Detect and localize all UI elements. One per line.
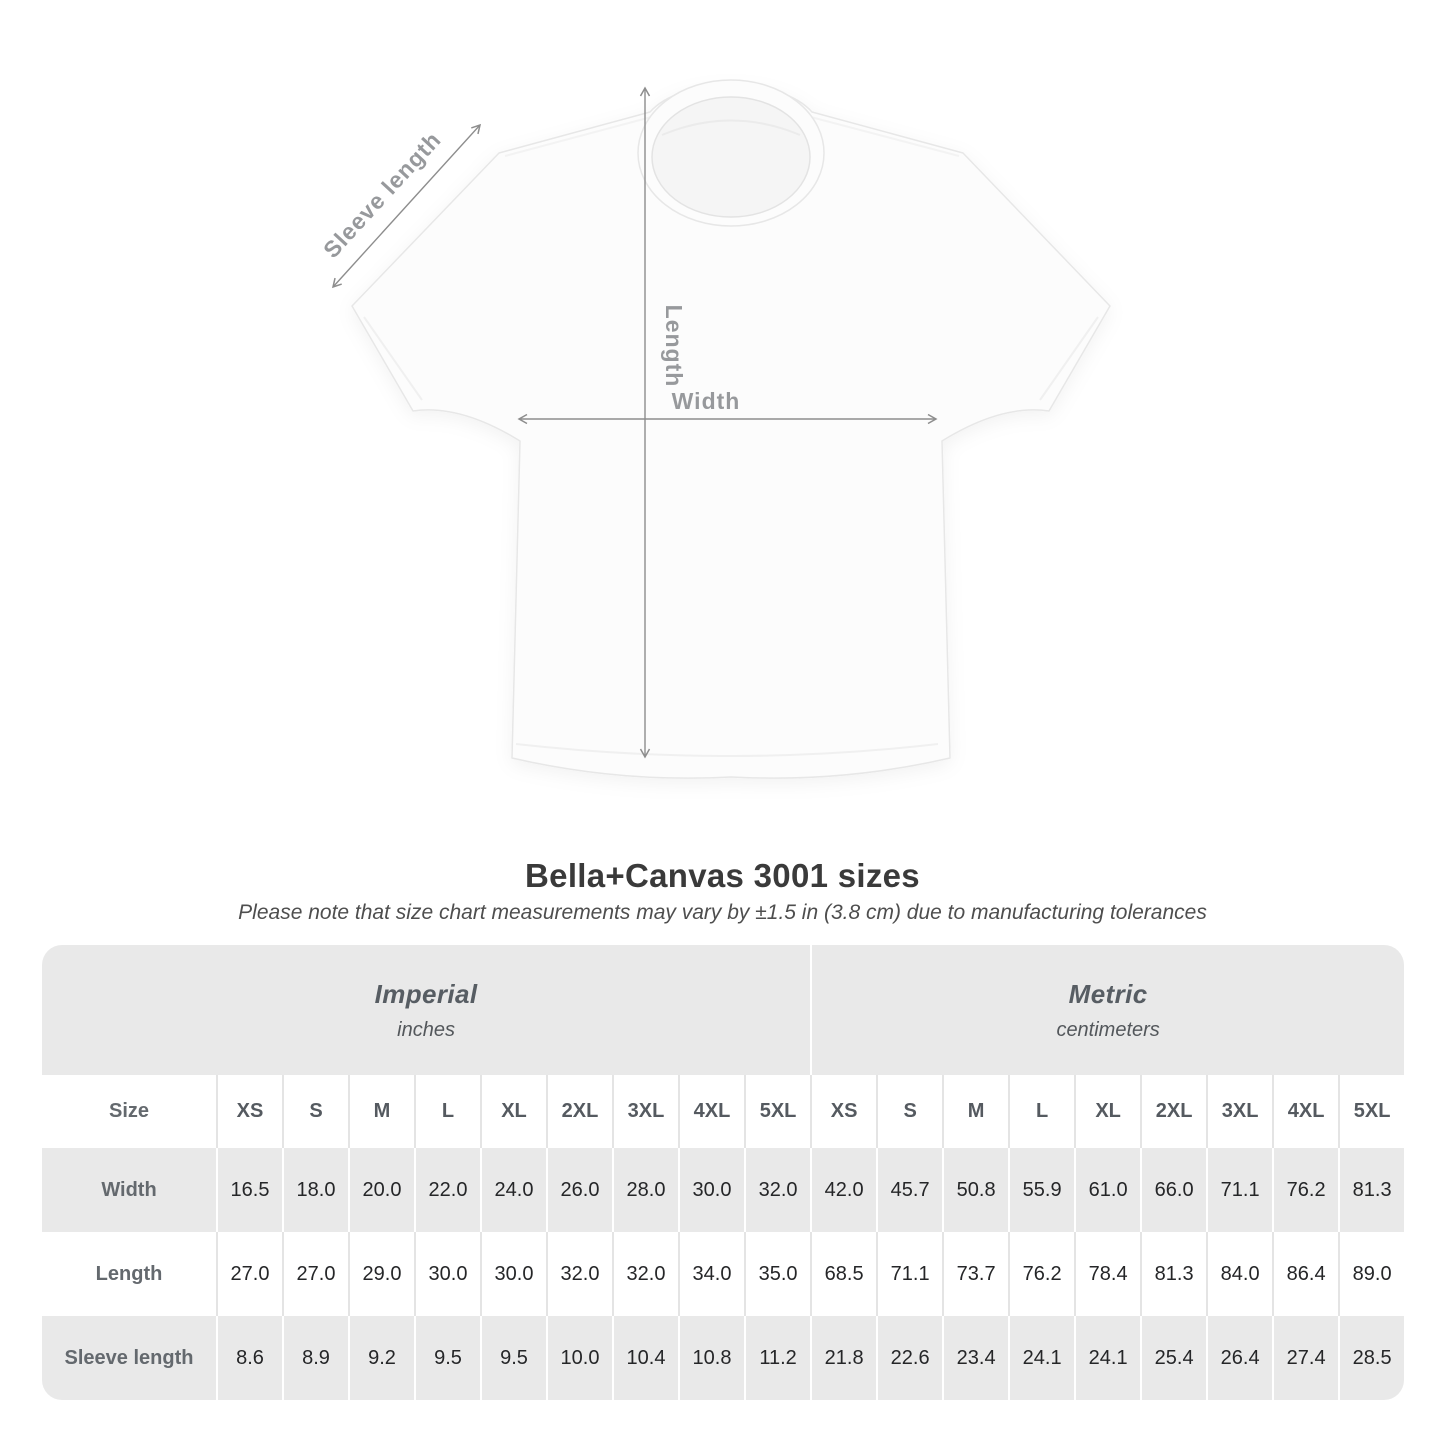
sleeve-length-label: Sleeve length: [318, 126, 447, 263]
size-header-cell: 4XL: [678, 1075, 744, 1148]
size-header-cell: S: [282, 1075, 348, 1148]
value-cell: 10.0: [546, 1316, 612, 1400]
value-cell: 21.8: [810, 1316, 876, 1400]
size-header-cell: 4XL: [1272, 1075, 1338, 1148]
value-cell: 23.4: [942, 1316, 1008, 1400]
value-cell: 10.8: [678, 1316, 744, 1400]
size-header-cell: 3XL: [1206, 1075, 1272, 1148]
value-cell: 42.0: [810, 1148, 876, 1232]
value-cell: 81.3: [1338, 1148, 1404, 1232]
value-cell: 45.7: [876, 1148, 942, 1232]
value-cell: 76.2: [1008, 1232, 1074, 1316]
value-cell: 81.3: [1140, 1232, 1206, 1316]
imperial-band-unit: inches: [397, 1018, 455, 1041]
imperial-band: [42, 945, 810, 1075]
size-header-cell: 5XL: [1338, 1075, 1404, 1148]
page-subtitle: Please note that size chart measurements may vary by ±1.5 in (3.8 cm) due to manufacturing tolerances: [238, 901, 1207, 924]
size-header-cell: L: [414, 1075, 480, 1148]
value-cell: 20.0: [348, 1148, 414, 1232]
value-cell: 86.4: [1272, 1232, 1338, 1316]
value-cell: 32.0: [612, 1232, 678, 1316]
value-cell: 9.5: [480, 1316, 546, 1400]
row-label: Sleeve length: [42, 1316, 216, 1400]
value-cell: 27.0: [282, 1232, 348, 1316]
value-cell: 89.0: [1338, 1232, 1404, 1316]
value-cell: 84.0: [1206, 1232, 1272, 1316]
metric-band: [810, 945, 1404, 1075]
value-cell: 28.0: [612, 1148, 678, 1232]
size-header-row: [42, 1075, 1404, 1148]
size-header-cell: 5XL: [744, 1075, 810, 1148]
value-cell: 24.1: [1008, 1316, 1074, 1400]
value-cell: 27.0: [216, 1232, 282, 1316]
value-cell: 26.4: [1206, 1316, 1272, 1400]
width-label: Width: [671, 388, 741, 414]
metric-band-title: Metric: [1068, 978, 1148, 1009]
value-cell: 10.4: [612, 1316, 678, 1400]
size-table: [42, 945, 1404, 1400]
size-header-cell: S: [876, 1075, 942, 1148]
metric-band-unit: centimeters: [1056, 1018, 1160, 1041]
value-cell: 22.6: [876, 1316, 942, 1400]
size-header-cell: XS: [216, 1075, 282, 1148]
value-cell: 9.5: [414, 1316, 480, 1400]
value-cell: 9.2: [348, 1316, 414, 1400]
value-cell: 28.5: [1338, 1316, 1404, 1400]
size-header-cell: 2XL: [546, 1075, 612, 1148]
value-cell: 30.0: [678, 1148, 744, 1232]
size-table-body: [42, 945, 1404, 1400]
value-cell: 22.0: [414, 1148, 480, 1232]
collar-opening: [652, 97, 810, 217]
size-table-wrap: [42, 945, 1404, 1400]
size-header-cell: L: [1008, 1075, 1074, 1148]
value-cell: 16.5: [216, 1148, 282, 1232]
value-cell: 24.0: [480, 1148, 546, 1232]
value-cell: 30.0: [480, 1232, 546, 1316]
value-cell: 35.0: [744, 1232, 810, 1316]
row-label: Length: [42, 1232, 216, 1316]
value-cell: 76.2: [1272, 1148, 1338, 1232]
size-column-header: Size: [42, 1075, 216, 1148]
table-row-sleeve-length: [42, 1316, 1404, 1400]
size-header-cell: M: [348, 1075, 414, 1148]
size-header-cell: 3XL: [612, 1075, 678, 1148]
value-cell: 27.4: [1272, 1316, 1338, 1400]
table-row-length: [42, 1232, 1404, 1316]
value-cell: 30.0: [414, 1232, 480, 1316]
value-cell: 8.9: [282, 1316, 348, 1400]
value-cell: 71.1: [1206, 1148, 1272, 1232]
size-header-cell: XS: [810, 1075, 876, 1148]
value-cell: 29.0: [348, 1232, 414, 1316]
unit-band-row: [42, 945, 1404, 1075]
value-cell: 32.0: [546, 1232, 612, 1316]
imperial-band-title: Imperial: [374, 978, 478, 1009]
value-cell: 24.1: [1074, 1316, 1140, 1400]
length-label: Length: [661, 304, 687, 388]
value-cell: 50.8: [942, 1148, 1008, 1232]
value-cell: 32.0: [744, 1148, 810, 1232]
size-header-cell: M: [942, 1075, 1008, 1148]
value-cell: 61.0: [1074, 1148, 1140, 1232]
value-cell: 68.5: [810, 1232, 876, 1316]
value-cell: 25.4: [1140, 1316, 1206, 1400]
value-cell: 73.7: [942, 1232, 1008, 1316]
value-cell: 8.6: [216, 1316, 282, 1400]
value-cell: 78.4: [1074, 1232, 1140, 1316]
row-label: Width: [42, 1148, 216, 1232]
value-cell: 71.1: [876, 1232, 942, 1316]
size-header-cell: XL: [1074, 1075, 1140, 1148]
table-row-width: [42, 1148, 1404, 1232]
value-cell: 66.0: [1140, 1148, 1206, 1232]
value-cell: 11.2: [744, 1316, 810, 1400]
page-title: Bella+Canvas 3001 sizes: [525, 857, 920, 894]
value-cell: 55.9: [1008, 1148, 1074, 1232]
value-cell: 26.0: [546, 1148, 612, 1232]
value-cell: 18.0: [282, 1148, 348, 1232]
size-header-cell: 2XL: [1140, 1075, 1206, 1148]
size-header-cell: XL: [480, 1075, 546, 1148]
value-cell: 34.0: [678, 1232, 744, 1316]
